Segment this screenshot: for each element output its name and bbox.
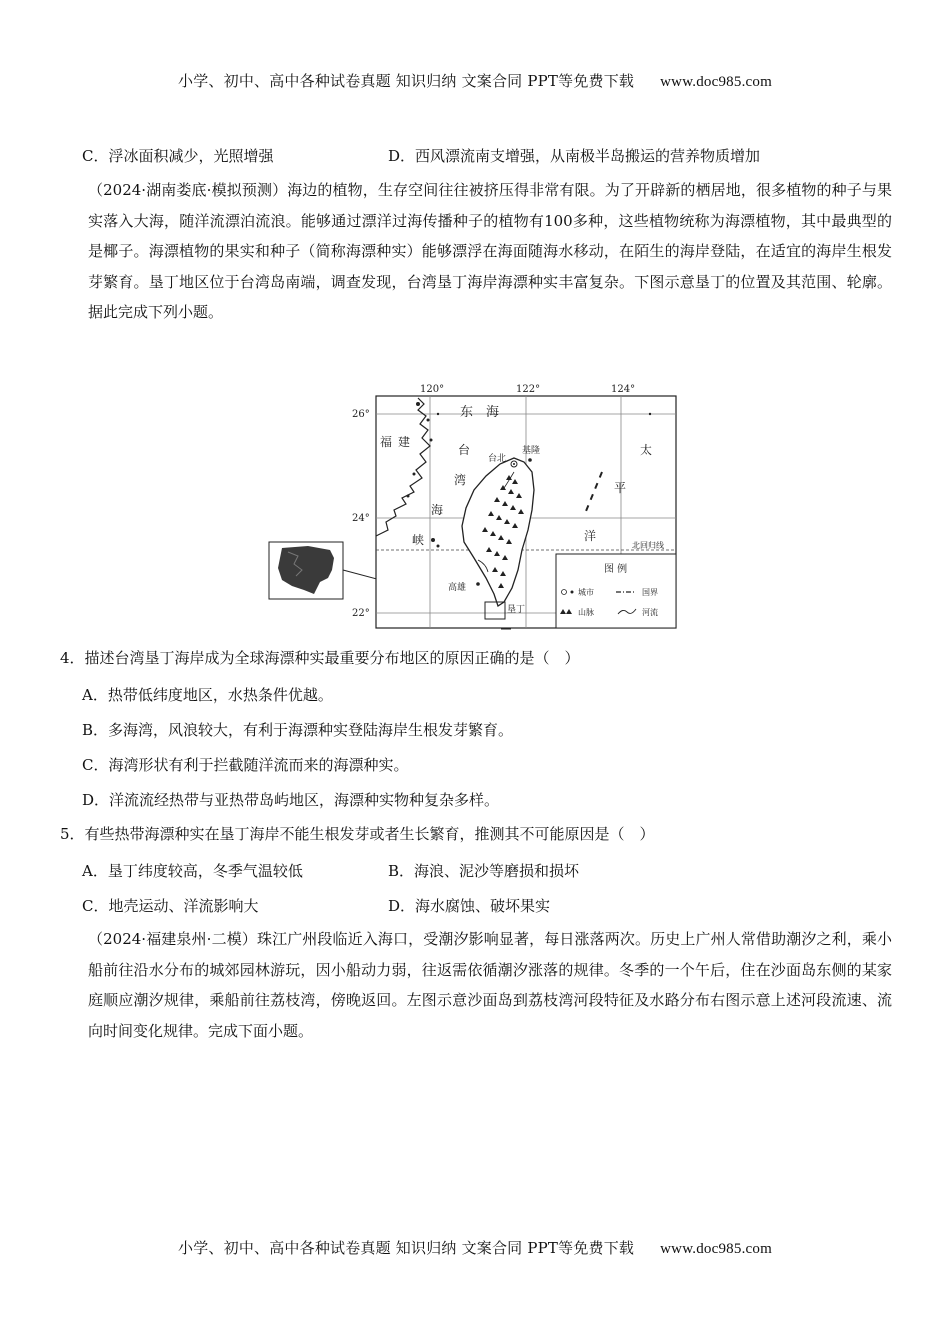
pacific-label-1: 太 [640,443,653,457]
q4-stem: 4．描述台湾垦丁海岸成为全球海漂种实最重要分布地区的原因正确的是（ ） [60,649,580,667]
footer-text: 小学、初中、高中各种试卷真题 知识归纳 文案合同 PPT等免费下载 [178,1239,635,1257]
q5-option-b[interactable]: B．海浪、泥沙等磨损和损坏 [388,862,580,880]
q5-option-a[interactable]: A．垦丁纬度较高，冬季气温较低 [82,862,303,880]
lon-label-124: 124° [611,384,636,395]
header-url[interactable]: www.doc985.com [660,74,772,90]
footer-url[interactable]: www.doc985.com [660,1241,772,1257]
passage-2-text: （2024·福建泉州·二模）珠江广州段临近入海口，受潮汐影响显著，每日涨落两次。历史上广州人常借助潮汐之利，乘小船前往沿水分布的城郊园林游玩，因小船动力弱，往返需依循潮汐涨落的规律。冬季的一个午后，住在沙面岛东侧的某家庭顺应潮汐规律，乘船前往荔枝湾，傍晚返回。左图示意沙面岛到荔枝湾河段特征及水路分布右图示意上述河段流速、流向时间变化规律。完成下面小题。 [88,930,892,1040]
lat-label-22: 22° [352,608,370,619]
lat-label-26: 26° [352,409,370,420]
strait-label-3: 海 [431,503,444,517]
lat-label-24: 24° [352,513,370,524]
kenting-location-map [268,380,688,632]
kenting-label: 垦丁 [507,605,526,615]
strait-label-1: 台 [458,443,471,457]
keelung-city-icon [528,458,532,462]
q4-option-b[interactable]: B．多海湾，风浪较大，有利于海漂种实登陆海岸生根发芽繁育。 [82,721,514,739]
legend-city-label: 城市 [578,588,594,597]
q4-option-c[interactable]: C．海湾形状有利于拦截随洋流而来的海漂种实。 [82,756,409,774]
tropic-label: 北回归线 [632,541,664,550]
taipei-label: 台北 [488,454,507,464]
pacific-label-2: 平 [614,481,627,495]
strait-label-4: 峡 [412,533,425,547]
q5-option-c[interactable]: C．地壳运动、洋流影响大 [82,897,259,915]
q4-option-a[interactable]: A．热带低纬度地区，水热条件优越。 [82,686,333,704]
pacific-label-3: 洋 [584,529,597,543]
kaohsiung-label: 高雄 [448,583,467,593]
q4-option-d[interactable]: D．洋流流经热带与亚热带岛屿地区，海漂种实物种复杂多样。 [82,791,500,809]
prev-option-d: D．西风漂流南支增强，从南极半岛搬运的营养物质增加 [388,147,761,165]
header-text: 小学、初中、高中各种试卷真题 知识归纳 文案合同 PPT等免费下载 [178,72,635,90]
lon-label-120: 120° [420,384,445,395]
lon-label-122: 122° [516,384,541,395]
passage-1-text: （2024·湖南娄底·模拟预测）海边的植物，生存空间往往被挤压得非常有限。为了开辟新的栖居地，很多植物的种子与果实落入大海，随洋流漂泊流浪。能够通过漂洋过海传播种子的植物有100多种，这些植物统称为海漂植物，其中最典型的是椰子。海漂植物的果实和种子（简称海漂种实）能够漂浮在海面随海水移动，在陌生的海岸登陆，在适宜的海岸生根发芽繁育。垦丁地区位于台湾岛南端，调查发现，台湾垦丁海岸海漂种实丰富复杂。下图示意垦丁的位置及其范围、轮廓。据此完成下列小题。 [88,181,892,321]
kaohsiung-city-icon [476,582,480,586]
strait-label-2: 湾 [454,473,467,487]
q5-stem: 5．有些热带海漂种实在垦丁海岸不能生根发芽或者生长繁育，推测其不可能原因是（ ） [60,825,655,843]
page-footer [0,1237,950,1258]
legend-border-label: 国界 [642,588,658,597]
legend-mountain-label: 山脉 [578,608,594,617]
fujian-label-1: 福 [380,435,393,449]
keelung-label: 基隆 [522,446,541,456]
fujian-label-2: 建 [398,435,411,449]
legend-river-label: 河流 [642,608,658,617]
legend-title: 图 例 [604,564,628,575]
page-header [0,70,950,91]
passage-1 [60,175,892,328]
prev-option-c: C．浮冰面积减少，光照增强 [82,147,274,165]
east-sea-label: 东 海 [460,405,500,420]
q5-option-d[interactable]: D．海水腐蚀、破坏果实 [388,897,551,915]
passage-2 [60,924,892,1046]
